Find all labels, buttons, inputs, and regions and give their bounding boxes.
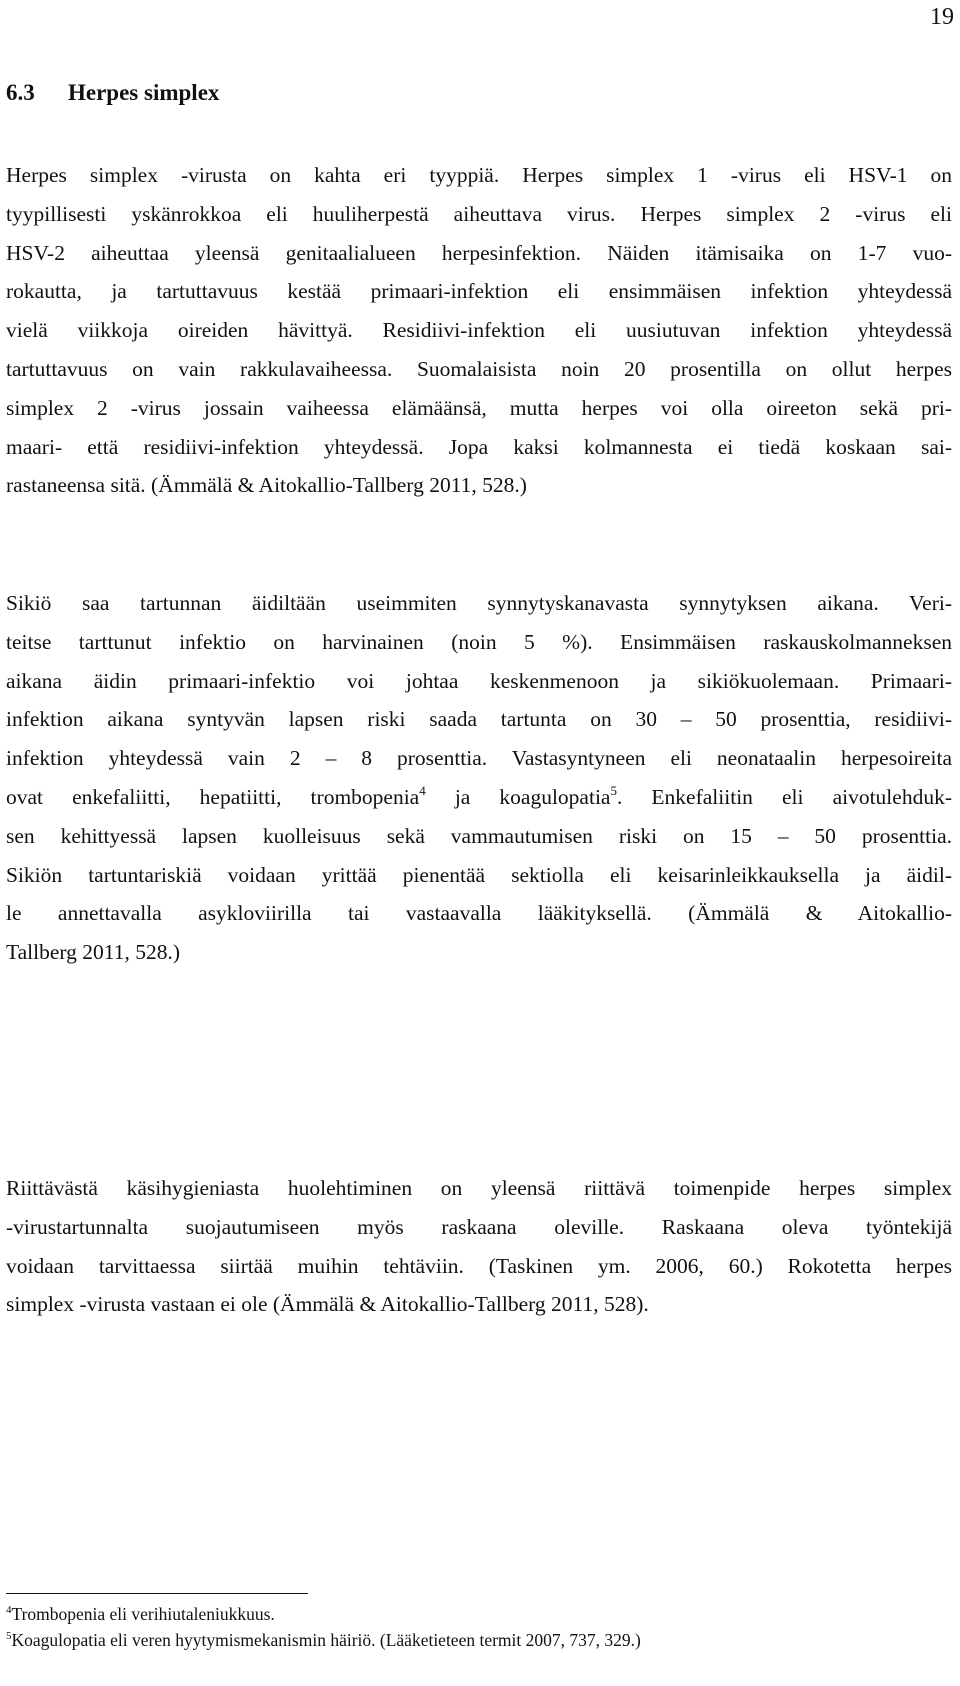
text-line: -virustartunnalta suojautumiseen myös raskaana oleville. Raskaana oleva työntekijä	[6, 1214, 952, 1239]
footnote-text: Koagulopatia eli veren hyytymismekanismin häiriö. (Lääketieteen termit 2007, 737, 329.)	[11, 1630, 641, 1650]
text-fragment: ovat enkefaliitti, hepatiitti, trombopenia	[6, 784, 420, 809]
footnote-marker: 5	[6, 1630, 12, 1642]
section-number: 6.3	[6, 80, 35, 105]
section-heading	[6, 78, 219, 108]
text-line: aikana äidin primaari-infektio voi johtaa keskenmenoon ja sikiökuolemaan. Primaari-	[6, 668, 952, 693]
text-fragment: . Enkefaliitin eli aivotulehduk-	[616, 784, 952, 809]
text-line: voidaan tarvittaessa siirtää muihin tehtäviin. (Taskinen ym. 2006, 60.) Rokotetta herpes	[6, 1253, 952, 1278]
text-line: infektion yhteydessä vain 2 – 8 prosenttia. Vastasyntyneen eli neonataalin herpesoireita	[6, 746, 952, 771]
section-title: Herpes simplex	[68, 80, 220, 105]
paragraph-1	[6, 156, 952, 505]
footnote-marker: 4	[6, 1604, 12, 1616]
text-line: Sikiön tartuntariskiä voidaan yrittää pienentää sektiolla eli keisarinleikkauksella ja äidil-	[6, 862, 952, 887]
text-line: tartuttavuus on vain rakkulavaiheessa. Suomalaisista noin 20 prosentilla on ollut herpes	[6, 356, 952, 381]
text-line: tyypillisesti yskänrokkoa eli huuliherpestä aiheuttava virus. Herpes simplex 2 -virus eli	[6, 201, 952, 226]
footnote-4	[6, 1601, 641, 1627]
footnote-5	[6, 1627, 641, 1653]
text-fragment: ja koagulopatia	[425, 784, 611, 809]
text-line: Sikiö saa tartunnan äidiltään useimmiten synnytyskanavasta synnytyksen aikana. Veri-	[6, 591, 952, 615]
text-line: teitse tarttunut infektio on harvinainen (noin 5 %). Ensimmäisen raskauskolmanneksen	[6, 629, 952, 654]
footnote-separator	[6, 1593, 308, 1594]
text-line: simplex -virusta vastaan ei ole (Ämmälä & Aitokallio-Tallberg 2011, 528).	[6, 1292, 649, 1317]
text-line: simplex 2 -virus jossain vaiheessa elämäänsä, mutta herpes voi olla oireeton sekä pri-	[6, 395, 952, 420]
text-line: vielä viikkoja oireiden hävittyä. Residiivi-infektion eli uusiutuvan infektion yhteydessä	[6, 318, 952, 343]
text-line: sen kehittyessä lapsen kuolleisuus sekä vammautumisen riski on 15 – 50 prosenttia.	[6, 823, 952, 848]
paragraph-2	[6, 584, 952, 972]
text-line: Tallberg 2011, 528.)	[6, 940, 181, 965]
paragraph-3	[6, 1169, 952, 1324]
footnote-text: Trombopenia eli verihiutaleniukkuus.	[11, 1604, 275, 1624]
text-line: rokautta, ja tartuttavuus kestää primaari-infektion eli ensimmäisen infektion yhteydessä	[6, 279, 952, 304]
text-line-with-footnote-refs	[6, 778, 952, 817]
text-line: infektion aikana syntyvän lapsen riski saada tartunta on 30 – 50 prosenttia, residiivi-	[6, 707, 952, 732]
page-number: 19	[930, 4, 954, 30]
text-line: Herpes simplex -virusta on kahta eri tyyppiä. Herpes simplex 1 -virus eli HSV-1 on	[6, 163, 952, 187]
text-line: Riittävästä käsihygieniasta huolehtiminen on yleensä riittävä toimenpide herpes simplex	[6, 1176, 952, 1200]
text-line: maari- että residiivi-infektion yhteydessä. Jopa kaksi kolmannesta ei tiedä koskaan sai-	[6, 434, 952, 459]
footnote-ref-5: 5	[610, 782, 617, 798]
footnotes	[6, 1601, 641, 1653]
text-line: HSV-2 aiheuttaa yleensä genitaalialueen herpesinfektion. Näiden itämisaika on 1-7 vuo-	[6, 240, 952, 265]
text-line: rastaneensa sitä. (Ämmälä & Aitokallio-Tallberg 2011, 528.)	[6, 473, 527, 498]
text-line: le annettavalla asykloviirilla tai vastaavalla lääkityksellä. (Ämmälä & Aitokallio-	[6, 901, 952, 926]
footnote-ref-4: 4	[419, 782, 426, 798]
